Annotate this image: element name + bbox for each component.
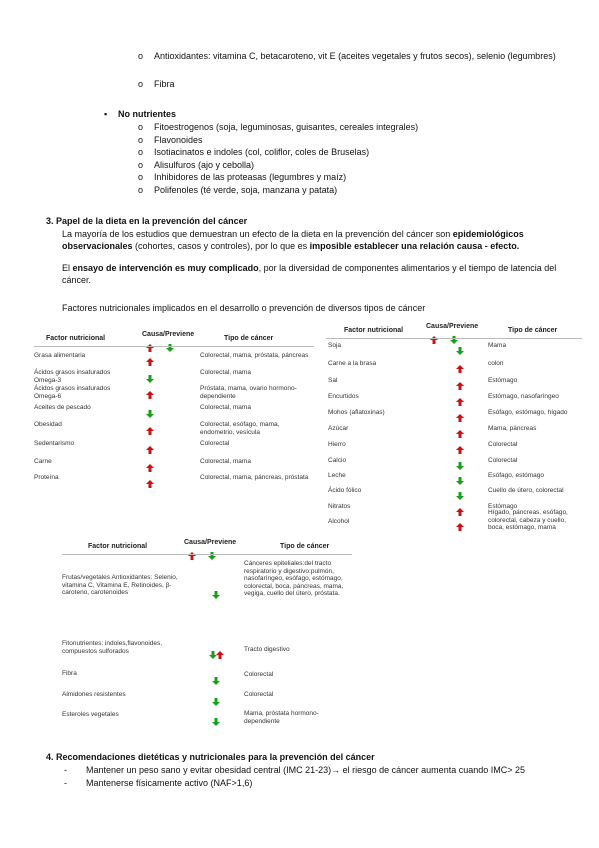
table-row-tipo: Cuello de útero, colorectal: [488, 487, 564, 494]
table-row-factor: Mohos (aflatoxinas): [328, 409, 385, 416]
p1-bold: epidemiológicos observacionales: [62, 229, 524, 251]
table-row-tipo: Colorectal, mama: [200, 404, 251, 411]
arrow-up-icon: [146, 353, 154, 361]
table-row-tipo: Estómago: [488, 377, 518, 384]
table-row-factor: Grasa alimentaria: [34, 352, 86, 359]
dash-bullet: -: [64, 778, 67, 788]
table-divider: [326, 338, 582, 339]
section3-paragraph1: [62, 228, 574, 252]
table-row-tipo: Próstata, mama, ovario hormono-dependiente: [200, 385, 297, 400]
arrow-up-icon: [456, 393, 464, 401]
p2-text2: , por la diversidad de componentes alimentarios y el tiempo de latencia del cáncer.: [62, 263, 557, 285]
fibra-item: Fibra: [154, 79, 175, 89]
table-row-factor: Almidones resistentes: [62, 691, 126, 698]
table-row-tipo: Cánceres epiteliales:del tracto respiratorio y digestivo:pulmón, nasofaríngeo, esófago, estómago, colorectal, boca, páncreas, mama, vegiga, cuello del útero, próstata.: [244, 560, 344, 597]
table-row-tipo: Esófago, estómago, hígado: [488, 409, 568, 416]
table-row-factor: Esteroles vegetales: [62, 711, 119, 718]
table-row-tipo: Colorectal: [244, 671, 274, 678]
table-row-tipo: Esófago, estómago: [488, 472, 545, 479]
section4-heading: 4. Recomendaciones dietéticas y nutricionales para la prevención del cáncer: [46, 752, 375, 762]
table-row-tipo: Colorectal: [200, 440, 230, 447]
table-row-factor: Hierro: [328, 441, 346, 448]
arrow-up-icon: [456, 503, 464, 511]
arrow-down-icon: [212, 713, 220, 721]
table-row-factor: Ácidos grasos insaturados Omega-3: [34, 369, 111, 384]
arrow-up-icon: [146, 475, 154, 483]
table-factores-1: [34, 330, 314, 500]
section3-heading: 3. Papel de la dieta en la prevención del cáncer: [46, 216, 248, 226]
arrow-down-icon: [212, 672, 220, 680]
no-nutriente-item: Inhibidores de las proteasas (legumbres y maíz): [154, 172, 347, 183]
p1-text2: (cohortes, casos y controles), por lo que es: [132, 241, 310, 251]
table-row-factor: Sal: [328, 377, 338, 384]
arrow-up-icon: [146, 459, 154, 467]
table-row-factor: Aceites de pescado: [34, 404, 91, 411]
table-row-tipo: Tracto digestivo: [244, 646, 290, 653]
table-row-tipo: Colorectal, mama, próstata, páncreas: [200, 352, 309, 359]
header-factor: Factor nutricional: [88, 543, 148, 550]
table-row-tipo: Colorectal, esófago, mama, endometrio, vesícula: [200, 421, 280, 436]
arrow-up-icon: [456, 409, 464, 417]
arrow-down-icon: [212, 693, 220, 701]
table-row-tipo: Estómago: [488, 503, 518, 510]
header-tipo: Tipo de cáncer: [508, 327, 558, 334]
arrow-up-icon: [456, 360, 464, 368]
table-row-factor: Sedentarismo: [34, 440, 75, 447]
arrow-up-icon: [146, 422, 154, 430]
arrow-down-icon: [456, 472, 464, 480]
arrow-up-icon: [146, 441, 154, 449]
header-factor: Factor nutricional: [344, 327, 404, 334]
dash-bullet: -: [64, 765, 67, 775]
p1-text: La mayoría de los estudios que demuestran un efecto de la dieta en la prevención del cáncer son: [62, 229, 453, 239]
header-factor: Factor nutricional: [46, 335, 106, 342]
list-bullet: o: [138, 147, 144, 158]
table-row-factor: Leche: [328, 472, 346, 479]
arrow-up-icon: [456, 518, 464, 526]
table-row-tipo: colon: [488, 360, 504, 367]
table-row-factor: Azúcar: [328, 425, 349, 432]
table-row-tipo: Estómago, nasofaríngeo: [488, 393, 559, 400]
table-factores-2: [326, 322, 582, 532]
arrow-down-icon: [146, 370, 154, 378]
no-nutriente-item: Isotiacinatos e indoles (col, coliflor, coles de Bruselas): [154, 147, 370, 158]
section4-item: Mantenerse físicamente activo (NAF>1,6): [86, 778, 253, 788]
table-row-tipo: Colorectal: [488, 457, 518, 464]
arrow-up-icon: [456, 441, 464, 449]
arrow-down-icon: [146, 405, 154, 413]
arrow-up-icon: [146, 386, 154, 394]
arrow-down-icon: [456, 457, 464, 465]
table-row-factor: Calcio: [328, 457, 347, 464]
table-row-factor: Frutas/vegetales Antioxidantes: Selenio, vitamina C, Vitamina E, Retinoides, β-caroteno, carotenoides: [62, 574, 178, 596]
arrow-up-icon: [216, 646, 224, 654]
arrow-down-icon: [456, 342, 464, 350]
table-divider: [34, 346, 314, 347]
no-nutriente-item: Flavonoides: [154, 134, 203, 145]
table-row-factor: Nitratos: [328, 503, 351, 510]
arrow-down-icon: [456, 487, 464, 495]
table-row-tipo: Colorectal, mama, páncreas, próstata: [200, 474, 309, 481]
arrow-down-icon: [212, 586, 220, 594]
header-causa: Causa/Previene: [142, 331, 195, 338]
table-factores-3: [62, 540, 352, 730]
no-nutriente-item: Polifenoles (té verde, soja, manzana y patata): [154, 185, 338, 195]
table-row-factor: Proteína: [34, 474, 59, 481]
table-row-factor: Fibra: [62, 670, 77, 677]
table-row-factor: Carne: [34, 458, 52, 465]
table-row-tipo: Colorectal, mama: [200, 458, 251, 465]
header-causa: Causa/Previene: [184, 539, 237, 546]
table-row-factor: Obesidad: [34, 421, 62, 428]
table-row-tipo: Mama, próstata hormono-dependiente: [244, 710, 319, 725]
list-bullet: o: [138, 172, 144, 183]
section3-paragraph2: [62, 262, 574, 286]
arrow-up-icon: [456, 425, 464, 433]
table-row-tipo: Hígado, páncreas, esófago, colorectal, cabeza y cuello, boca, estómago, mama: [488, 509, 568, 531]
table-row-factor: Soja: [328, 342, 342, 349]
list-bullet: o: [138, 122, 144, 132]
table-row-tipo: Colorectal: [488, 441, 518, 448]
list-bullet: o: [138, 79, 144, 89]
list-bullet: o: [138, 51, 144, 61]
list-bullet: o: [138, 159, 144, 170]
header-tipo: Tipo de cáncer: [224, 335, 274, 342]
header-causa: Causa/Previene: [426, 323, 479, 330]
p2-bold: ensayo de intervención es muy complicado: [72, 263, 259, 273]
arrow-up-icon: [456, 377, 464, 385]
table-row-factor: Carne a la brasa: [328, 360, 377, 367]
table-row-tipo: Colorectal: [244, 691, 274, 698]
no-nutrientes-title: No nutrientes: [118, 109, 177, 119]
table-row-tipo: Mama, páncreas: [488, 425, 537, 432]
table-row-factor: Fitonutrientes: indoles,flavonoides, compuestos sulforados: [62, 640, 163, 655]
section3-paragraph3: Factores nutricionales implicados en el desarrollo o prevención de diversos tipos de cáncer: [62, 303, 426, 313]
antioxidantes-item: Antioxidantes: vitamina C, betacaroteno, vit E (aceites vegetales y frutos secos), selenio (legumbres): [154, 51, 556, 61]
table-row-tipo: Mama: [488, 342, 507, 349]
table-divider: [62, 554, 352, 555]
no-nutriente-item: Alisulfuros (ajo y cebolla): [154, 159, 255, 170]
table-row-factor: Alcohol: [328, 518, 350, 525]
no-nutriente-item: Fitoestrogenos (soja, leguminosas, guisantes, cereales integrales): [154, 122, 419, 132]
table-row-factor: Ácido fólico: [328, 487, 362, 494]
list-bullet: o: [138, 134, 144, 145]
p2-text: El: [62, 263, 73, 273]
p1-bold2: imposible establecer una relación causa - efecto.: [309, 241, 520, 251]
square-bullet: ▪: [104, 109, 108, 119]
table-row-factor: Ácidos grasos insaturados Omega-6: [34, 385, 111, 400]
table-row-factor: Encurtidos: [328, 393, 359, 400]
list-bullet: o: [138, 185, 144, 195]
header-tipo: Tipo de cáncer: [280, 543, 330, 550]
table-row-tipo: Colorectal, mama: [200, 369, 251, 376]
section4-item: Mantener un peso sano y evitar obesidad central (IMC 21-23)→ el riesgo de cáncer aumenta cuando IMC> 25: [86, 765, 525, 775]
